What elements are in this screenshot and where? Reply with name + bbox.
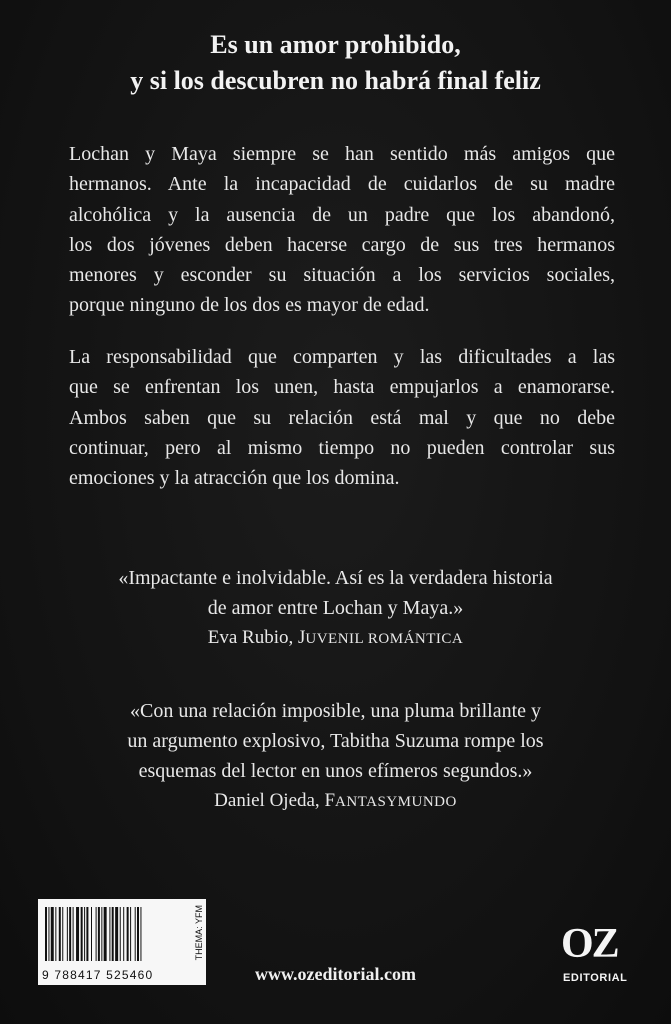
quote-line: «Impactante e inolvidable. Así es la verdadera historia	[118, 567, 553, 589]
barcode-bar	[140, 907, 141, 961]
synopsis-paragraph-2	[69, 342, 615, 493]
barcode-bar	[96, 907, 97, 961]
barcode-bar	[109, 907, 110, 961]
quote-source-initial: F	[324, 790, 336, 811]
review-quote-2	[20, 696, 651, 817]
barcode-bar	[67, 907, 68, 961]
barcode-bar	[91, 907, 92, 961]
barcode-bar	[112, 907, 114, 961]
synopsis-line: Ambos saben que su relación está mal y que no debe	[69, 406, 615, 429]
barcode-bar	[81, 907, 83, 961]
barcode-bar	[55, 907, 56, 961]
headline-line-1: Es un amor prohibido,	[210, 30, 461, 59]
barcode-bar	[120, 907, 121, 961]
quote-source-initial: J	[297, 627, 306, 648]
synopsis-line: La responsabilidad que comparten y las dificultades a las	[69, 346, 615, 368]
synopsis-line: los dos jóvenes deben hacerse cargo de sus tres hermanos	[69, 233, 615, 256]
oz-editorial-logo	[555, 920, 641, 990]
barcode-bar	[62, 907, 63, 961]
barcode-bar	[137, 907, 139, 961]
barcode-bar	[69, 907, 71, 961]
barcode-bar	[135, 907, 136, 961]
barcode-bar	[59, 907, 61, 961]
quote-line: «Con una relación imposible, una pluma brillante y	[129, 700, 541, 722]
quote-attribution	[20, 623, 651, 654]
quote-author: Daniel Ojeda,	[214, 790, 325, 811]
barcode-bar	[123, 907, 124, 961]
barcode-bar	[45, 907, 47, 961]
synopsis-line: emociones y la atracción que los domina.	[69, 467, 400, 490]
isbn-number: 9 788417 525460	[42, 968, 154, 982]
synopsis-line: porque ninguno de los dos es mayor de edad.	[69, 294, 430, 317]
barcode-bar	[86, 907, 88, 961]
quote-source: UVENIL ROMÁNTICA	[305, 631, 464, 647]
quote-line: de amor entre Lochan y Maya.»	[207, 597, 464, 619]
synopsis-line: hermanos. Ante la incapacidad de cuidarlos de su madre	[69, 173, 615, 196]
barcode-bar	[98, 907, 100, 961]
barcode-bar	[51, 907, 54, 961]
barcode-bar	[84, 907, 85, 961]
review-quote-1	[20, 563, 651, 654]
barcode-bar	[101, 907, 102, 961]
synopsis-line: que se enfrentan los unen, hasta empujarlos a enamorarse.	[69, 376, 615, 399]
quote-source: ANTASYMUNDO	[335, 794, 457, 810]
barcode-bar	[48, 907, 49, 961]
logo-label: EDITORIAL	[563, 972, 628, 984]
synopsis-line: Lochan y Maya siempre se han sentido más amigos que	[69, 143, 615, 165]
synopsis-line: menores y esconder su situación a los servicios sociales,	[69, 264, 615, 287]
quote-line: esquemas del lector en unos efímeros segundos.»	[138, 760, 533, 782]
barcode-bar	[115, 907, 118, 961]
headline	[20, 27, 651, 99]
barcode-bars	[45, 907, 187, 961]
thema-code: THEMA: YFM	[194, 905, 204, 961]
barcode-bar	[76, 907, 79, 961]
publisher-website: www.ozeditorial.com	[255, 964, 416, 984]
synopsis-paragraph-1	[69, 139, 615, 321]
barcode-bar	[127, 907, 129, 961]
barcode-bar	[104, 907, 107, 961]
barcode-bar	[73, 907, 74, 961]
synopsis-line: continuar, pero al mismo tiempo no pueden controlar sus	[69, 436, 615, 459]
synopsis-line: alcohólica y la ausencia de un padre que los abandonó,	[69, 203, 615, 226]
quote-author: Eva Rubio,	[207, 627, 298, 648]
barcode-bar	[130, 907, 131, 961]
quote-line: un argumento explosivo, Tabitha Suzuma rompe los	[127, 730, 544, 752]
quote-attribution	[20, 786, 651, 817]
logo-mark: OZ	[561, 921, 618, 967]
headline-line-2: y si los descubren no habrá final feliz	[130, 66, 541, 95]
